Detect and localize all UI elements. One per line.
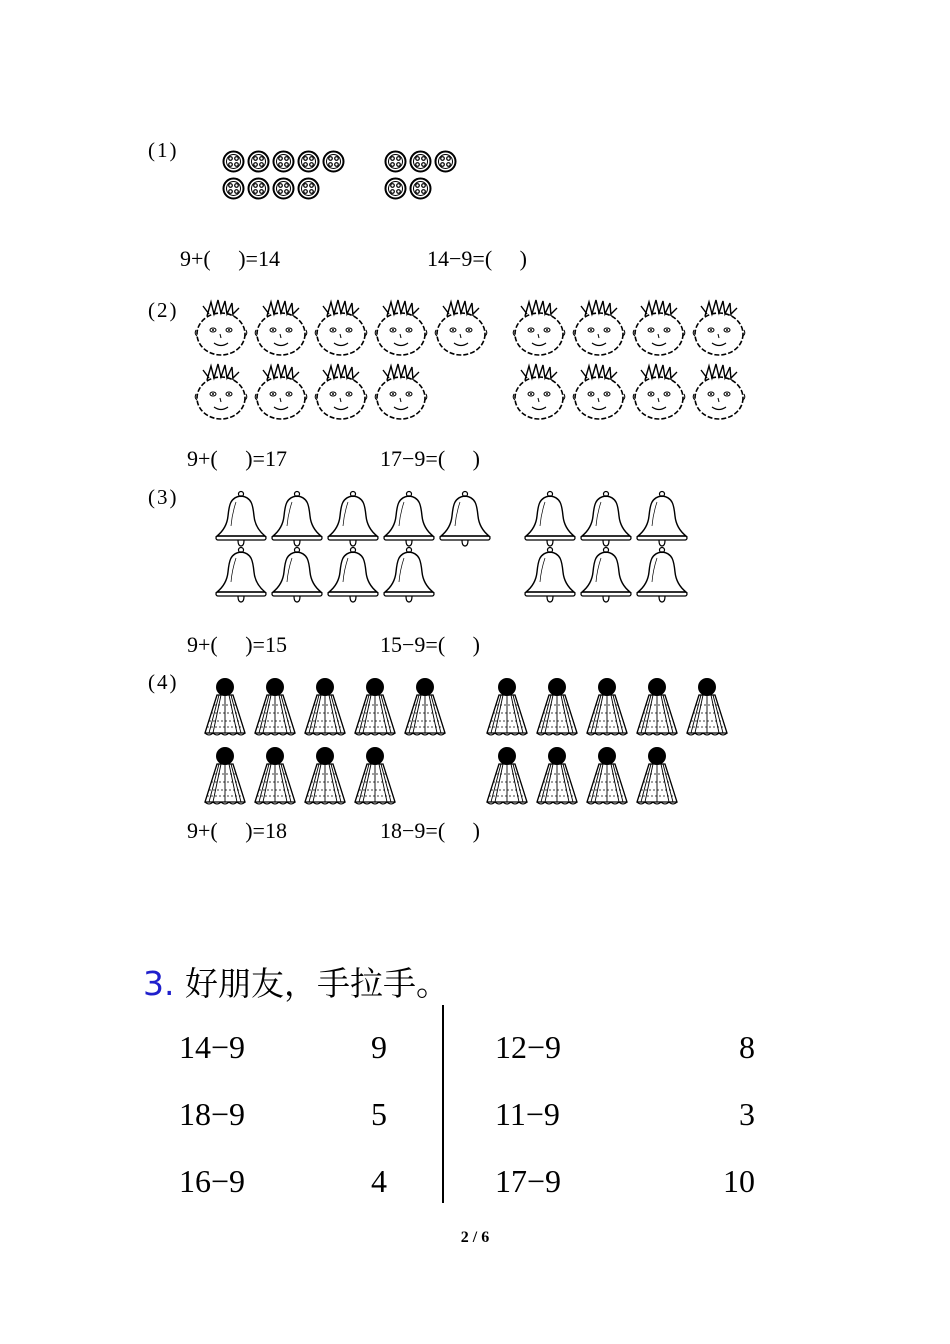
button-icon (247, 177, 270, 200)
shuttlecock-icon (253, 677, 297, 737)
boy-face-icon (631, 362, 687, 422)
boy-face-icon (571, 298, 627, 358)
page-number: 2 / 6 (460, 1229, 490, 1246)
section-3-heading (143, 958, 449, 1005)
face-group-right-top (511, 298, 747, 358)
section-3-number: 3. (143, 964, 175, 1003)
bell-icon (382, 490, 436, 548)
bell-icon (579, 490, 633, 548)
boy-face-icon (373, 298, 429, 358)
bell-icon (326, 546, 380, 604)
button-icon (409, 150, 432, 173)
button-icon (247, 150, 270, 173)
right-expr-2: 11−9 (495, 1096, 560, 1132)
button-icon (272, 150, 295, 173)
section-3-title: 好朋友，手拉手。 (185, 964, 449, 1003)
left-expr-2: 18−9 (179, 1096, 246, 1132)
right-expr-1: 12−9 (495, 1029, 562, 1065)
bell-icon (523, 490, 577, 548)
bell-icon (326, 490, 380, 548)
shuttlecock-icon (203, 677, 247, 737)
problem-4-label: (4) (148, 670, 179, 694)
boy-face-icon (253, 362, 309, 422)
shuttlecock-group-right-bottom (485, 746, 679, 806)
shuttlecock-icon (303, 677, 347, 737)
problem-4-addition: 9+( )=18 (187, 818, 287, 843)
button-icon (322, 150, 345, 173)
problem-2-addition: 9+( )=17 (187, 446, 287, 471)
shuttlecock-icon (635, 746, 679, 806)
problem-1-addition: 9+( )=14 (180, 246, 280, 271)
boy-face-icon (193, 298, 249, 358)
button-icon (297, 177, 320, 200)
problem-1-label: (1) (148, 138, 179, 162)
bell-icon (635, 490, 689, 548)
bell-icon (635, 546, 689, 604)
left-expr-3: 16−9 (179, 1163, 246, 1199)
bell-icon (438, 490, 492, 548)
bell-group-right-bottom (523, 546, 689, 604)
bell-group-left-top (214, 490, 492, 548)
problem-3-addition: 9+( )=15 (187, 632, 287, 657)
shuttlecock-icon (353, 746, 397, 806)
button-icon (434, 150, 457, 173)
bell-icon (270, 490, 324, 548)
shuttlecock-icon (485, 746, 529, 806)
face-group-right-bottom (511, 362, 747, 422)
shuttlecock-icon (635, 677, 679, 737)
boy-face-icon (193, 362, 249, 422)
left-value-3: 4 (371, 1163, 387, 1199)
button-group-right-bottom (384, 177, 432, 200)
button-icon (384, 150, 407, 173)
boy-face-icon (313, 298, 369, 358)
face-group-left-top (193, 298, 489, 358)
left-expr-1: 14−9 (179, 1029, 246, 1065)
shuttlecock-icon (353, 677, 397, 737)
boy-face-icon (511, 362, 567, 422)
problem-2-label: (2) (148, 298, 179, 322)
right-value-3: 10 (723, 1163, 755, 1199)
column-divider (442, 1005, 444, 1203)
boy-face-icon (433, 298, 489, 358)
boy-face-icon (571, 362, 627, 422)
shuttlecock-icon (403, 677, 447, 737)
problem-3-subtraction: 15−9=( ) (380, 632, 480, 657)
shuttlecock-icon (535, 746, 579, 806)
boy-face-icon (313, 362, 369, 422)
face-group-left-bottom (193, 362, 429, 422)
left-value-2: 5 (371, 1096, 387, 1132)
button-icon (384, 177, 407, 200)
button-icon (222, 150, 245, 173)
shuttlecock-group-left-top (203, 677, 447, 737)
shuttlecock-icon (685, 677, 729, 737)
shuttlecock-icon (253, 746, 297, 806)
shuttlecock-icon (535, 677, 579, 737)
left-value-1: 9 (371, 1029, 387, 1065)
shuttlecock-icon (585, 746, 629, 806)
bell-icon (214, 490, 268, 548)
shuttlecock-group-right-top (485, 677, 729, 737)
boy-face-icon (691, 362, 747, 422)
boy-face-icon (691, 298, 747, 358)
problem-3-label: (3) (148, 485, 179, 509)
boy-face-icon (631, 298, 687, 358)
bell-icon (214, 546, 268, 604)
right-value-1: 8 (739, 1029, 755, 1065)
shuttlecock-group-left-bottom (203, 746, 397, 806)
shuttlecock-icon (203, 746, 247, 806)
button-icon (409, 177, 432, 200)
bell-group-left-bottom (214, 546, 436, 604)
shuttlecock-icon (585, 677, 629, 737)
problem-2-subtraction: 17−9=( ) (380, 446, 480, 471)
bell-icon (270, 546, 324, 604)
boy-face-icon (253, 298, 309, 358)
button-icon (297, 150, 320, 173)
bell-group-right-top (523, 490, 689, 548)
button-group-right-top (384, 150, 457, 173)
bell-icon (579, 546, 633, 604)
problem-1-subtraction: 14−9=( ) (427, 246, 527, 271)
boy-face-icon (511, 298, 567, 358)
problem-4-subtraction: 18−9=( ) (380, 818, 480, 843)
button-icon (272, 177, 295, 200)
shuttlecock-icon (303, 746, 347, 806)
button-group-left-bottom (222, 177, 320, 200)
right-expr-3: 17−9 (495, 1163, 562, 1199)
bell-icon (382, 546, 436, 604)
right-value-2: 3 (739, 1096, 755, 1132)
shuttlecock-icon (485, 677, 529, 737)
button-group-left-top (222, 150, 345, 173)
button-icon (222, 177, 245, 200)
boy-face-icon (373, 362, 429, 422)
bell-icon (523, 546, 577, 604)
